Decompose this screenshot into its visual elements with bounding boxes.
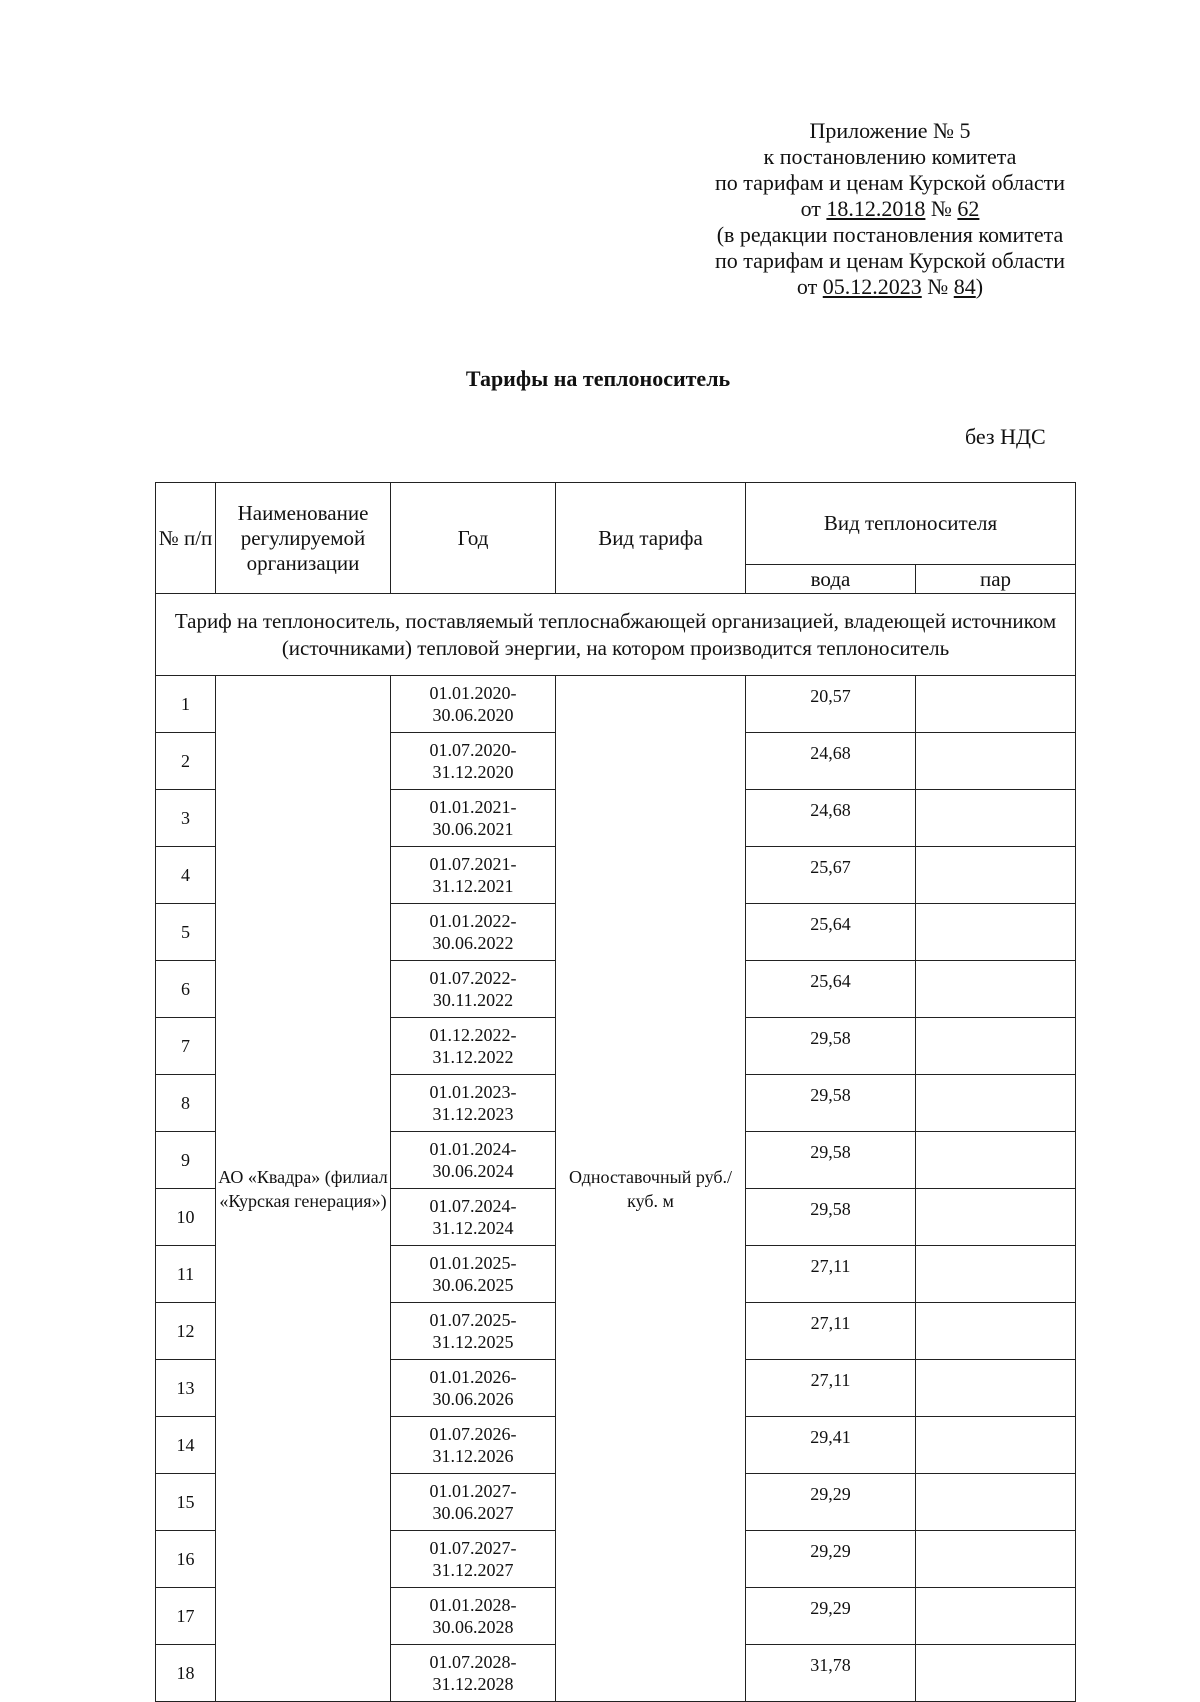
water-tariff: 27,11: [746, 1246, 916, 1303]
row-number: 9: [156, 1132, 216, 1189]
header-year: Год: [391, 483, 556, 594]
period-cell: 01.07.2028- 31.12.2028: [391, 1645, 556, 1702]
period-cell: 01.01.2021- 30.06.2021: [391, 790, 556, 847]
decree-date-line: от 18.12.2018 № 62: [800, 196, 980, 221]
water-tariff: 24,68: [746, 733, 916, 790]
period-cell: 01.01.2026- 30.06.2026: [391, 1360, 556, 1417]
row-number: 5: [156, 904, 216, 961]
header-org: Наименование регулируемой организации: [216, 483, 391, 594]
water-tariff: 27,11: [746, 1303, 916, 1360]
water-tariff: 29,58: [746, 1018, 916, 1075]
header-tariff-type: Вид тарифа: [556, 483, 746, 594]
steam-tariff: [916, 733, 1076, 790]
period-cell: 01.01.2027- 30.06.2027: [391, 1474, 556, 1531]
row-number: 2: [156, 733, 216, 790]
period-cell: 01.01.2025- 30.06.2025: [391, 1246, 556, 1303]
decree-date: 18.12.2018: [826, 196, 926, 221]
revision-line: по тарифам и ценам Курской области: [714, 248, 1066, 273]
steam-tariff: [916, 1246, 1076, 1303]
steam-tariff: [916, 1075, 1076, 1132]
header-water: вода: [746, 565, 916, 594]
table-row: [156, 676, 1076, 733]
row-number: 13: [156, 1360, 216, 1417]
steam-tariff: [916, 904, 1076, 961]
water-tariff: 29,29: [746, 1588, 916, 1645]
row-number: 4: [156, 847, 216, 904]
steam-tariff: [916, 1474, 1076, 1531]
vat-note: без НДС: [965, 424, 1046, 449]
appendix-ref-line: по тарифам и ценам Курской области: [714, 170, 1066, 195]
appendix-number: Приложение № 5: [809, 118, 971, 143]
steam-tariff: [916, 1531, 1076, 1588]
revision-line: (в редакции постановления комитета: [716, 222, 1064, 247]
water-tariff: 29,58: [746, 1189, 916, 1246]
water-tariff: 20,57: [746, 676, 916, 733]
period-cell: 01.12.2022- 31.12.2022: [391, 1018, 556, 1075]
steam-tariff: [916, 1132, 1076, 1189]
steam-tariff: [916, 1417, 1076, 1474]
period-cell: 01.07.2027- 31.12.2027: [391, 1531, 556, 1588]
water-tariff: 27,11: [746, 1360, 916, 1417]
steam-tariff: [916, 676, 1076, 733]
period-cell: 01.01.2022- 30.06.2022: [391, 904, 556, 961]
steam-tariff: [916, 1645, 1076, 1702]
water-tariff: 25,67: [746, 847, 916, 904]
period-cell: 01.07.2022- 30.11.2022: [391, 961, 556, 1018]
row-number: 14: [156, 1417, 216, 1474]
header-carrier: Вид теплоносителя: [746, 483, 1076, 565]
period-cell: 01.01.2024- 30.06.2024: [391, 1132, 556, 1189]
row-number: 11: [156, 1246, 216, 1303]
period-cell: 01.07.2021- 31.12.2021: [391, 847, 556, 904]
water-tariff: 29,41: [746, 1417, 916, 1474]
row-number: 10: [156, 1189, 216, 1246]
row-number: 16: [156, 1531, 216, 1588]
row-number: 1: [156, 676, 216, 733]
period-cell: 01.01.2020- 30.06.2020: [391, 676, 556, 733]
period-cell: 01.07.2024- 31.12.2024: [391, 1189, 556, 1246]
steam-tariff: [916, 790, 1076, 847]
steam-tariff: [916, 1588, 1076, 1645]
section-title: Тариф на теплоноситель, поставляемый теплоснабжающей организацией, владеющей источником (источниками) тепловой энергии, на котором производится теплоноситель: [156, 594, 1076, 676]
water-tariff: 29,58: [746, 1132, 916, 1189]
row-number: 12: [156, 1303, 216, 1360]
row-number: 8: [156, 1075, 216, 1132]
organization-name: АО «Квадра» (филиал «Курская генерация»): [216, 676, 391, 1702]
steam-tariff: [916, 1189, 1076, 1246]
steam-tariff: [916, 1303, 1076, 1360]
page-title: Тарифы на теплоноситель: [465, 366, 731, 391]
row-number: 17: [156, 1588, 216, 1645]
water-tariff: 24,68: [746, 790, 916, 847]
header-num: № п/п: [156, 483, 216, 594]
steam-tariff: [916, 1018, 1076, 1075]
appendix-header: [660, 118, 1120, 300]
row-number: 15: [156, 1474, 216, 1531]
revision-date: 05.12.2023: [822, 274, 922, 299]
period-cell: 01.07.2020- 31.12.2020: [391, 733, 556, 790]
period-cell: 01.01.2028- 30.06.2028: [391, 1588, 556, 1645]
tariff-type: Одноставочный руб./куб. м: [556, 676, 746, 1702]
tariff-table: [155, 482, 1076, 1702]
row-number: 3: [156, 790, 216, 847]
steam-tariff: [916, 847, 1076, 904]
steam-tariff: [916, 1360, 1076, 1417]
water-tariff: 29,29: [746, 1531, 916, 1588]
row-number: 18: [156, 1645, 216, 1702]
water-tariff: 29,58: [746, 1075, 916, 1132]
header-steam: пар: [916, 565, 1076, 594]
row-number: 6: [156, 961, 216, 1018]
row-number: 7: [156, 1018, 216, 1075]
period-cell: 01.01.2023- 31.12.2023: [391, 1075, 556, 1132]
period-cell: 01.07.2026- 31.12.2026: [391, 1417, 556, 1474]
water-tariff: 29,29: [746, 1474, 916, 1531]
water-tariff: 25,64: [746, 904, 916, 961]
water-tariff: 31,78: [746, 1645, 916, 1702]
steam-tariff: [916, 961, 1076, 1018]
appendix-ref-line: к постановлению комитета: [763, 144, 1017, 169]
water-tariff: 25,64: [746, 961, 916, 1018]
period-cell: 01.07.2025- 31.12.2025: [391, 1303, 556, 1360]
decree-number: 62: [957, 196, 980, 221]
revision-date-line: от 05.12.2023 № 84): [796, 274, 984, 299]
revision-number: 84: [953, 274, 976, 299]
